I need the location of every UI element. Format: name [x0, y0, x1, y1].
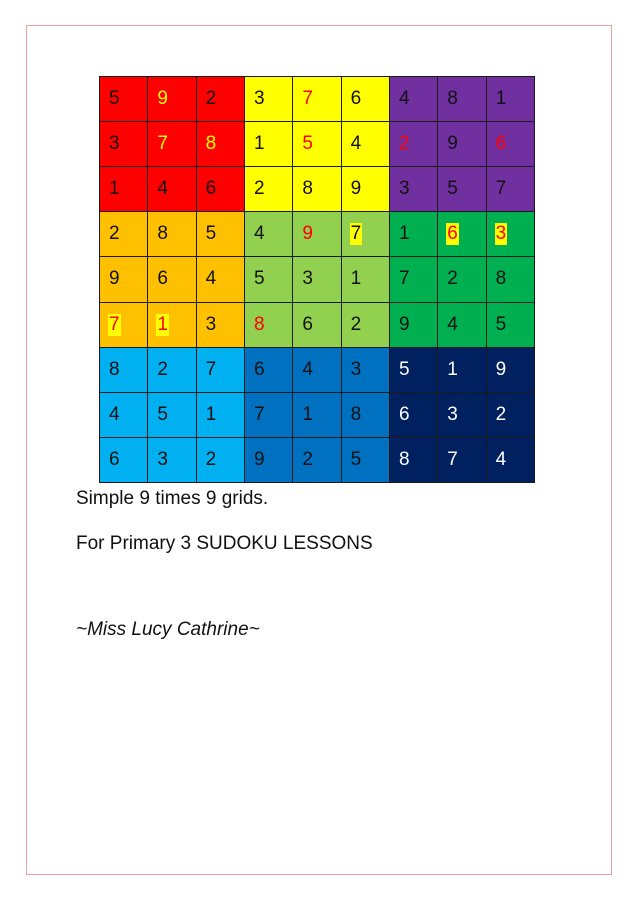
sudoku-digit: 7 — [350, 223, 362, 245]
sudoku-cell — [100, 347, 148, 392]
sudoku-digit: 8 — [350, 403, 362, 425]
sudoku-digit: 3 — [495, 223, 507, 245]
caption-line-1: Simple 9 times 9 grids. — [76, 488, 269, 509]
sudoku-digit: 6 — [447, 223, 458, 245]
sudoku-cell — [293, 347, 341, 392]
sudoku-cell — [244, 122, 292, 167]
sudoku-digit: 7 — [302, 88, 313, 110]
sudoku-row — [100, 77, 535, 122]
sudoku-digit: 7 — [495, 178, 507, 200]
sudoku-digit: 6 — [157, 268, 168, 290]
sudoku-cell — [100, 392, 148, 437]
sudoku-cell — [196, 77, 244, 122]
sudoku-cell — [389, 77, 437, 122]
sudoku-cell — [486, 437, 534, 482]
sudoku-cell — [244, 437, 292, 482]
sudoku-cell — [389, 437, 437, 482]
sudoku-cell — [148, 257, 196, 302]
sudoku-cell — [438, 167, 486, 212]
sudoku-digit: 2 — [495, 403, 507, 425]
sudoku-digit: 6 — [350, 88, 362, 110]
sudoku-cell — [148, 77, 196, 122]
sudoku-cell — [438, 212, 486, 257]
sudoku-cell — [148, 392, 196, 437]
sudoku-cell — [100, 212, 148, 257]
author-signature: ~Miss Lucy Cathrine~ — [76, 619, 260, 640]
sudoku-row — [100, 257, 535, 302]
sudoku-cell — [341, 347, 389, 392]
sudoku-cell — [196, 167, 244, 212]
sudoku-digit: 4 — [495, 448, 507, 470]
sudoku-digit: 8 — [157, 223, 168, 245]
sudoku-cell — [341, 257, 389, 302]
sudoku-cell — [486, 212, 534, 257]
sudoku-digit: 7 — [205, 358, 217, 380]
sudoku-digit: 4 — [350, 133, 362, 155]
sudoku-digit: 5 — [447, 178, 458, 200]
sudoku-cell — [389, 347, 437, 392]
sudoku-cell — [293, 392, 341, 437]
sudoku-digit: 9 — [350, 178, 362, 200]
sudoku-digit: 6 — [302, 313, 313, 335]
sudoku-digit: 1 — [205, 403, 217, 425]
sudoku-cell — [196, 212, 244, 257]
sudoku-digit: 5 — [205, 223, 217, 245]
sudoku-digit: 7 — [157, 133, 168, 155]
sudoku-digit: 1 — [350, 268, 362, 290]
sudoku-digit: 4 — [109, 403, 120, 425]
sudoku-digit: 5 — [302, 133, 313, 155]
sudoku-digit: 2 — [447, 268, 458, 290]
sudoku-digit: 1 — [253, 133, 265, 155]
sudoku-cell — [389, 122, 437, 167]
sudoku-cell — [293, 437, 341, 482]
sudoku-cell — [341, 77, 389, 122]
sudoku-cell — [196, 257, 244, 302]
sudoku-digit: 9 — [109, 268, 120, 290]
sudoku-cell — [148, 167, 196, 212]
sudoku-digit: 2 — [350, 313, 362, 335]
sudoku-digit: 3 — [302, 268, 313, 290]
sudoku-digit: 5 — [109, 88, 120, 110]
sudoku-cell — [148, 347, 196, 392]
sudoku-digit: 4 — [205, 268, 217, 290]
sudoku-digit: 3 — [157, 448, 168, 470]
sudoku-digit: 4 — [447, 313, 458, 335]
sudoku-digit: 3 — [447, 403, 458, 425]
sudoku-digit: 3 — [205, 313, 217, 335]
sudoku-cell — [244, 212, 292, 257]
sudoku-cell — [438, 122, 486, 167]
sudoku-cell — [486, 122, 534, 167]
caption-line-2: For Primary 3 SUDOKU LESSONS — [76, 533, 373, 554]
sudoku-digit: 3 — [253, 88, 265, 110]
sudoku-digit: 1 — [447, 358, 458, 380]
sudoku-digit: 9 — [447, 133, 458, 155]
sudoku-row — [100, 167, 535, 212]
sudoku-cell — [244, 167, 292, 212]
sudoku-digit: 8 — [495, 268, 507, 290]
sudoku-grid — [99, 76, 535, 483]
sudoku-row — [100, 212, 535, 257]
sudoku-cell — [389, 257, 437, 302]
sudoku-digit: 1 — [398, 223, 410, 245]
sudoku-digit: 3 — [109, 133, 120, 155]
sudoku-digit: 2 — [205, 88, 217, 110]
sudoku-row — [100, 302, 535, 347]
sudoku-cell — [148, 212, 196, 257]
sudoku-digit: 3 — [350, 358, 362, 380]
sudoku-cell — [293, 167, 341, 212]
sudoku-cell — [486, 257, 534, 302]
sudoku-cell — [244, 392, 292, 437]
sudoku-digit: 8 — [398, 448, 410, 470]
sudoku-row — [100, 392, 535, 437]
sudoku-digit: 5 — [253, 268, 265, 290]
sudoku-cell — [196, 302, 244, 347]
sudoku-cell — [148, 437, 196, 482]
sudoku-cell — [244, 77, 292, 122]
sudoku-cell — [486, 392, 534, 437]
sudoku-digit: 3 — [398, 178, 410, 200]
sudoku-cell — [293, 77, 341, 122]
sudoku-digit: 2 — [205, 448, 217, 470]
sudoku-digit: 9 — [495, 358, 507, 380]
sudoku-digit: 8 — [302, 178, 313, 200]
sudoku-cell — [196, 122, 244, 167]
sudoku-cell — [341, 437, 389, 482]
sudoku-digit: 2 — [109, 223, 120, 245]
sudoku-digit: 1 — [109, 178, 120, 200]
sudoku-digit: 5 — [350, 448, 362, 470]
sudoku-digit: 7 — [109, 313, 120, 335]
sudoku-digit: 2 — [398, 133, 410, 155]
sudoku-cell — [196, 392, 244, 437]
sudoku-digit: 9 — [157, 88, 168, 110]
sudoku-digit: 9 — [253, 448, 265, 470]
sudoku-cell — [438, 257, 486, 302]
sudoku-cell — [438, 437, 486, 482]
sudoku-cell — [148, 122, 196, 167]
sudoku-cell — [438, 392, 486, 437]
sudoku-cell — [100, 257, 148, 302]
sudoku-cell — [244, 302, 292, 347]
sudoku-cell — [438, 347, 486, 392]
sudoku-row — [100, 122, 535, 167]
sudoku-digit: 8 — [253, 313, 265, 335]
sudoku-cell — [486, 167, 534, 212]
sudoku-digit: 5 — [157, 403, 168, 425]
sudoku-cell — [486, 347, 534, 392]
sudoku-cell — [341, 122, 389, 167]
sudoku-cell — [486, 302, 534, 347]
sudoku-digit: 5 — [495, 313, 507, 335]
sudoku-cell — [389, 212, 437, 257]
sudoku-cell — [244, 257, 292, 302]
sudoku-digit: 2 — [157, 358, 168, 380]
sudoku-digit: 2 — [253, 178, 265, 200]
sudoku-cell — [148, 302, 196, 347]
sudoku-digit: 6 — [109, 448, 120, 470]
sudoku-digit: 7 — [253, 403, 265, 425]
sudoku-digit: 7 — [398, 268, 410, 290]
sudoku-row — [100, 437, 535, 482]
sudoku-digit: 4 — [398, 88, 410, 110]
sudoku-cell — [341, 302, 389, 347]
sudoku-cell — [196, 347, 244, 392]
sudoku-cell — [341, 167, 389, 212]
sudoku-digit: 6 — [205, 178, 217, 200]
sudoku-digit: 9 — [398, 313, 410, 335]
sudoku-digit: 4 — [253, 223, 265, 245]
sudoku-digit: 7 — [447, 448, 458, 470]
sudoku-cell — [389, 167, 437, 212]
sudoku-digit: 1 — [157, 313, 168, 335]
sudoku-cell — [100, 302, 148, 347]
sudoku-cell — [389, 392, 437, 437]
sudoku-digit: 6 — [253, 358, 265, 380]
sudoku-cell — [293, 302, 341, 347]
sudoku-row — [100, 347, 535, 392]
sudoku-digit: 6 — [398, 403, 410, 425]
sudoku-cell — [100, 77, 148, 122]
sudoku-digit: 4 — [157, 178, 168, 200]
sudoku-cell — [100, 167, 148, 212]
sudoku-digit: 4 — [302, 358, 313, 380]
sudoku-digit: 5 — [398, 358, 410, 380]
sudoku-digit: 8 — [447, 88, 458, 110]
sudoku-digit: 8 — [109, 358, 120, 380]
sudoku-cell — [293, 257, 341, 302]
sudoku-cell — [196, 437, 244, 482]
sudoku-digit: 1 — [495, 88, 507, 110]
sudoku-digit: 2 — [302, 448, 313, 470]
sudoku-cell — [244, 347, 292, 392]
sudoku-digit: 8 — [205, 133, 217, 155]
sudoku-cell — [438, 77, 486, 122]
sudoku-cell — [486, 77, 534, 122]
sudoku-cell — [293, 122, 341, 167]
sudoku-digit: 9 — [302, 223, 313, 245]
sudoku-cell — [438, 302, 486, 347]
sudoku-cell — [100, 122, 148, 167]
sudoku-cell — [341, 392, 389, 437]
sudoku-cell — [100, 437, 148, 482]
sudoku-digit: 1 — [302, 403, 313, 425]
sudoku-digit: 6 — [495, 133, 507, 155]
sudoku-cell — [389, 302, 437, 347]
sudoku-cell — [341, 212, 389, 257]
sudoku-cell — [293, 212, 341, 257]
